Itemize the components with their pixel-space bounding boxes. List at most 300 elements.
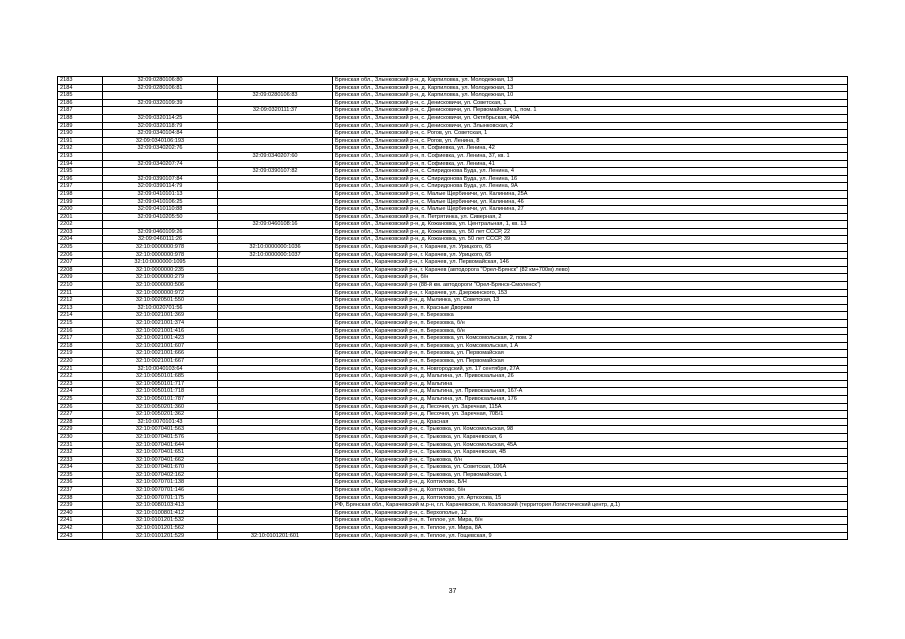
cadastral-number-cell: 32:09:0390114:79 [103,183,218,191]
row-number-cell: 2196 [58,175,103,183]
row-number-cell: 2224 [58,388,103,396]
row-number-cell: 2238 [58,494,103,502]
cadastral-number-cell: 32:10:0050101:718 [103,388,218,396]
address-cell: Брянская обл., Карачевский р-н, г. Карачев, ул. Урицкого, 65 [333,244,848,252]
address-cell: Брянская обл., Злынковский р-н, с. Спиридонова Буда, ул. Ленина, 4 [333,168,848,176]
row-number-cell: 2183 [58,77,103,85]
row-number-cell: 2205 [58,244,103,252]
row-number-cell: 2228 [58,418,103,426]
address-cell: Брянская обл., Карачевский р-н, п. Теплое, ул. Гощевская, 9 [333,532,848,540]
table-row [58,494,848,502]
row-number-cell: 2206 [58,251,103,259]
table-row [58,213,848,221]
table-body [58,77,848,540]
address-cell: Брянская обл., Злынковский р-н, с. Спиридонова Буда, ул. Ленина, 16 [333,175,848,183]
row-number-cell: 2236 [58,479,103,487]
address-cell: Брянская обл., Карачевский р-н, д. Коптилово, б/н [333,487,848,495]
table-row [58,92,848,100]
table-row [58,122,848,130]
row-number-cell: 2230 [58,433,103,441]
related-cadastral-number-cell [218,266,333,274]
related-cadastral-number-cell: 32:09:0280106:83 [218,92,333,100]
address-cell: Брянская обл., Карачевский р-н, с. Трыковка, ул. Советская, 106А [333,464,848,472]
cadastral-number-cell: 32:10:0020501:550 [103,297,218,305]
related-cadastral-number-cell: 32:09:0460108:16 [218,221,333,229]
address-cell: Брянская обл., Карачевский р-н, д. Коптилово, ул. Артюхова, 15 [333,494,848,502]
related-cadastral-number-cell [218,335,333,343]
table-row [58,221,848,229]
row-number-cell: 2232 [58,449,103,457]
related-cadastral-number-cell [218,312,333,320]
table-row [58,487,848,495]
cadastral-number-cell: 32:10:0050101:685 [103,373,218,381]
row-number-cell: 2187 [58,107,103,115]
row-number-cell: 2203 [58,228,103,236]
address-cell: Брянская обл., Карачевский р-н, с. Трыковка, ул. Комсомольская, 45А [333,441,848,449]
cadastral-number-cell: 32:09:0280106:80 [103,77,218,85]
related-cadastral-number-cell [218,403,333,411]
address-cell: Брянская обл., Злынковский р-н, с. Малые Щербиничи, ул. Калинина, 25А [333,190,848,198]
address-cell: Брянская обл., Злынковский р-н, д. Кожановка, ул. 50 лет СССР, 22 [333,228,848,236]
table-row [58,168,848,176]
cadastral-number-cell: 32:10:0021001:369 [103,312,218,320]
table-row [58,137,848,145]
row-number-cell: 2207 [58,259,103,267]
address-cell: Брянская обл., Карачевский р-н, г. Карачев, ул. Дзержинского, 153 [333,289,848,297]
related-cadastral-number-cell [218,509,333,517]
row-number-cell: 2223 [58,380,103,388]
cadastral-number-cell [103,168,218,176]
cadastral-number-cell [103,92,218,100]
cadastral-number-cell: 32:10:0000000:1095 [103,259,218,267]
row-number-cell: 2233 [58,456,103,464]
related-cadastral-number-cell [218,236,333,244]
cadastral-number-cell: 32:10:0070401:662 [103,456,218,464]
table-row [58,206,848,214]
row-number-cell: 2215 [58,320,103,328]
row-number-cell: 2186 [58,99,103,107]
related-cadastral-number-cell [218,274,333,282]
table-row [58,532,848,540]
cadastral-number-cell: 32:10:0070401:576 [103,433,218,441]
row-number-cell: 2214 [58,312,103,320]
address-cell: Брянская обл., Злынковский р-н, п. Софиевка, ул. Ленина, 41 [333,160,848,168]
address-cell: Брянская обл., Карачевский р-н, д. Мылинка, ул. Советская, 13 [333,297,848,305]
address-cell: Брянская обл., Карачевский р-н, п. Березовка, ул. Первомайская [333,350,848,358]
cadastral-number-cell: 32:09:0410106:25 [103,198,218,206]
row-number-cell: 2218 [58,342,103,350]
table-row [58,479,848,487]
related-cadastral-number-cell [218,114,333,122]
row-number-cell: 2216 [58,327,103,335]
address-cell: Брянская обл., Злынковский р-н, с. Спиридонова Буда, ул. Ленина, 9А [333,183,848,191]
table-row [58,342,848,350]
cadastral-number-cell: 32:10:0101201:562 [103,525,218,533]
cadastral-number-cell: 32:10:0070701:138 [103,479,218,487]
address-cell: Брянская обл., Карачевский р-н, д. Красная [333,418,848,426]
row-number-cell: 2226 [58,403,103,411]
table-row [58,130,848,138]
related-cadastral-number-cell [218,350,333,358]
property-register-table [57,76,848,540]
address-cell: Брянская обл., Злынковский р-н, с. Малые Щербиничи, ул. Калинина, 46 [333,198,848,206]
table-row [58,297,848,305]
cadastral-number-cell: 32:10:0021001:607 [103,342,218,350]
cadastral-number-cell: 32:09:0410110:88 [103,206,218,214]
table-row [58,244,848,252]
related-cadastral-number-cell [218,206,333,214]
cadastral-number-cell: 32:10:0070401:563 [103,426,218,434]
row-number-cell: 2189 [58,122,103,130]
table-row [58,365,848,373]
row-number-cell: 2237 [58,487,103,495]
related-cadastral-number-cell [218,175,333,183]
related-cadastral-number-cell: 32:10:0000000:1036 [218,244,333,252]
table-row [58,525,848,533]
table-row [58,183,848,191]
address-cell: Брянская обл., Злынковский р-н, с. Рогов, ул. Советская, 1 [333,130,848,138]
address-cell: Брянская обл., Злынковский р-н, п. Софиевка, ул. Ленина, 37, кв. 1 [333,152,848,160]
table-row [58,464,848,472]
address-cell: Брянская обл., Карачевский р-н, с. Трыковка, ул. Карачевская, 6 [333,433,848,441]
table-row [58,289,848,297]
related-cadastral-number-cell [218,357,333,365]
cadastral-number-cell: 32:09:0410205:50 [103,213,218,221]
address-cell: Брянская обл., Карачевский р-н, д. Мальтина, ул. Привокзальная, 26 [333,373,848,381]
table-row [58,517,848,525]
table-row [58,145,848,153]
row-number-cell: 2242 [58,525,103,533]
cadastral-number-cell: 32:10:0100801:412 [103,509,218,517]
row-number-cell: 2192 [58,145,103,153]
table-row [58,433,848,441]
address-cell: Брянская обл., Злынковский р-н, д. Кожановка, ул. 50 лет СССР, 39 [333,236,848,244]
address-cell: Брянская обл., Карачевский р-н, б/н [333,274,848,282]
table-row [58,502,848,510]
related-cadastral-number-cell [218,464,333,472]
table-row [58,190,848,198]
row-number-cell: 2219 [58,350,103,358]
row-number-cell: 2211 [58,289,103,297]
table-row [58,357,848,365]
related-cadastral-number-cell [218,525,333,533]
row-number-cell: 2210 [58,282,103,290]
row-number-cell: 2194 [58,160,103,168]
row-number-cell: 2234 [58,464,103,472]
related-cadastral-number-cell [218,84,333,92]
related-cadastral-number-cell [218,395,333,403]
address-cell: Брянская обл., Злынковский р-н, д. Карпиловка, ул. Молодежная, 13 [333,77,848,85]
table-row [58,251,848,259]
table-row [58,259,848,267]
row-number-cell: 2243 [58,532,103,540]
related-cadastral-number-cell [218,77,333,85]
address-cell: Брянская обл., Злынковский р-н, с. Рогов, ул. Ленина, 8 [333,137,848,145]
related-cadastral-number-cell [218,228,333,236]
cadastral-number-cell: 32:10:0080103:413 [103,502,218,510]
cadastral-number-cell: 32:09:0320109:39 [103,99,218,107]
row-number-cell: 2191 [58,137,103,145]
address-cell: Брянская обл., Карачевский р-н, д. Мальтина, ул. Привокзальная, 167-А [333,388,848,396]
related-cadastral-number-cell: 32:10:0000000:1037 [218,251,333,259]
table-row [58,152,848,160]
row-number-cell: 2198 [58,190,103,198]
row-number-cell: 2220 [58,357,103,365]
address-cell: Брянская обл., Карачевский р-н, д. Песочня, ул. Заречная, 70Б/1 [333,411,848,419]
row-number-cell: 2197 [58,183,103,191]
address-cell: Брянская обл., Карачевский р-н, п. Теплое, ул. Мира, б/н [333,517,848,525]
row-number-cell: 2188 [58,114,103,122]
cadastral-number-cell: 32:10:0000000:235 [103,266,218,274]
related-cadastral-number-cell: 32:09:0390107:82 [218,168,333,176]
related-cadastral-number-cell [218,502,333,510]
related-cadastral-number-cell [218,411,333,419]
address-cell: Брянская обл., Карачевский р-н, п. Теплое, ул. Мира, 8А [333,525,848,533]
cadastral-number-cell: 32:10:0101201:532 [103,517,218,525]
address-cell: Брянская обл., Карачевский р-н, с. Трыковка, ул. Комсомольская, 98 [333,426,848,434]
cadastral-number-cell: 32:10:0021001:666 [103,350,218,358]
cadastral-number-cell: 32:09:0340207:74 [103,160,218,168]
address-cell: Брянская обл., Злынковский р-н, п. Петрятинка, ул. Сиверная, 2 [333,213,848,221]
row-number-cell: 2227 [58,411,103,419]
address-cell: Брянская обл., Карачевский р-н, с. Трыковка, ул. Карачевская, 4В [333,449,848,457]
table-row [58,509,848,517]
cadastral-number-cell: 32:10:0040103:64 [103,365,218,373]
row-number-cell: 2240 [58,509,103,517]
table-row [58,418,848,426]
table-row [58,449,848,457]
address-cell: Брянская обл., Злынковский р-н, д. Кожановка, ул. Центральная, 1, кв. 13 [333,221,848,229]
address-cell: Брянская обл., Карачевский р-н, п. Березовка [333,312,848,320]
related-cadastral-number-cell [218,487,333,495]
cadastral-number-cell: 32:09:0390107:84 [103,175,218,183]
row-number-cell: 2213 [58,304,103,312]
related-cadastral-number-cell [218,426,333,434]
table-row [58,114,848,122]
table-row [58,304,848,312]
table-row [58,228,848,236]
row-number-cell: 2222 [58,373,103,381]
cadastral-number-cell: 32:10:0000000:279 [103,274,218,282]
cadastral-number-cell: 32:10:0101201:529 [103,532,218,540]
related-cadastral-number-cell [218,365,333,373]
cadastral-number-cell: 32:10:0000000:506 [103,282,218,290]
table-row [58,471,848,479]
cadastral-number-cell: 32:10:0021001:423 [103,335,218,343]
address-cell: Брянская обл., Карачевский р-н, п. Березовка, ул. Комсомольская, 1 А [333,342,848,350]
related-cadastral-number-cell [218,122,333,130]
related-cadastral-number-cell [218,160,333,168]
table-row [58,380,848,388]
cadastral-number-cell: 32:10:0070402:162 [103,471,218,479]
cadastral-number-cell: 32:10:0021001:416 [103,327,218,335]
table-row [58,198,848,206]
related-cadastral-number-cell [218,183,333,191]
cadastral-number-cell: 32:10:0000000:978 [103,244,218,252]
related-cadastral-number-cell [218,494,333,502]
row-number-cell: 2199 [58,198,103,206]
address-cell: Брянская обл., Карачевский р-н, г. Карачев (автодорога "Орел-Брянск" (82 км+700м) лево) [333,266,848,274]
address-cell: Брянская обл., Карачевский р-н, п. Березовка, б/н [333,320,848,328]
related-cadastral-number-cell [218,99,333,107]
cadastral-number-cell: 32:09:0410101:13 [103,190,218,198]
table-row [58,320,848,328]
address-cell: Брянская обл., Злынковский р-н, д. Карпиловка, ул. Молодежная, 10 [333,92,848,100]
cadastral-number-cell: 32:10:0050101:717 [103,380,218,388]
table-row [58,350,848,358]
address-cell: Брянская обл., Карачевский р-н, с. Трыковка, ул. Первомайская, 1 [333,471,848,479]
related-cadastral-number-cell [218,449,333,457]
cadastral-number-cell: 32:10:0000000:972 [103,289,218,297]
related-cadastral-number-cell [218,198,333,206]
address-cell: Брянская обл., Злынковский р-н, с. Денисковичи, ул. Октябрьская, 40А [333,114,848,122]
table-row [58,403,848,411]
address-cell: РФ, Брянская обл., Карачевский м.р-н, г.п. Карачевское, п. Козловский (территория Логистический центр, д.1) [333,502,848,510]
address-cell: Брянская обл., Карачевский р-н, п. Березовка, ул. Комсомольская, 2, пом. 2 [333,335,848,343]
related-cadastral-number-cell [218,388,333,396]
related-cadastral-number-cell [218,441,333,449]
cadastral-number-cell: 32:10:0070701:175 [103,494,218,502]
cadastral-number-cell: 32:10:0050201:360 [103,403,218,411]
address-cell: Брянская обл., Карачевский р-н, п. Новгородский, ул. 17 сентября, 27А [333,365,848,373]
cadastral-number-cell: 32:10:0050201:362 [103,411,218,419]
table-row [58,282,848,290]
row-number-cell: 2225 [58,395,103,403]
address-cell: Брянская обл., Карачевский р-н, п. Красные Дворики [333,304,848,312]
cadastral-number-cell: 32:10:0021001:374 [103,320,218,328]
table-row [58,388,848,396]
table-row [58,160,848,168]
address-cell: Брянская обл., Карачевский р-н (88-й км. автодороги "Орел-Брянск-Смоленск") [333,282,848,290]
cadastral-number-cell: 32:09:0340104:84 [103,130,218,138]
row-number-cell: 2184 [58,84,103,92]
related-cadastral-number-cell [218,137,333,145]
table-row [58,411,848,419]
row-number-cell: 2212 [58,297,103,305]
row-number-cell: 2239 [58,502,103,510]
cadastral-number-cell: 32:09:0340202:76 [103,145,218,153]
row-number-cell: 2221 [58,365,103,373]
related-cadastral-number-cell: 32:09:0320111:37 [218,107,333,115]
related-cadastral-number-cell [218,320,333,328]
related-cadastral-number-cell [218,213,333,221]
cadastral-number-cell: 32:10:0070401:644 [103,441,218,449]
related-cadastral-number-cell: 32:09:0340207:60 [218,152,333,160]
cadastral-number-cell: 32:10:0070101:43 [103,418,218,426]
related-cadastral-number-cell [218,517,333,525]
page-number: 37 [448,588,457,595]
related-cadastral-number-cell [218,471,333,479]
cadastral-number-cell [103,152,218,160]
address-cell: Брянская обл., Карачевский р-н, д. Мальтина, ул. Привокзальная, 176 [333,395,848,403]
table-row [58,274,848,282]
related-cadastral-number-cell [218,145,333,153]
related-cadastral-number-cell [218,289,333,297]
cadastral-number-cell: 32:09:0460109:26 [103,228,218,236]
address-cell: Брянская обл., Злынковский р-н, с. Денисковичи, ул. Злынковская, 2 [333,122,848,130]
table-row [58,426,848,434]
address-cell: Брянская обл., Карачевский р-н, г. Карачев, ул. Урицкого, 65 [333,251,848,259]
related-cadastral-number-cell [218,327,333,335]
related-cadastral-number-cell [218,380,333,388]
cadastral-number-cell: 32:10:0070401:651 [103,449,218,457]
row-number-cell: 2202 [58,221,103,229]
table-row [58,456,848,464]
cadastral-number-cell: 32:10:0000000:978 [103,251,218,259]
address-cell: Брянская обл., Карачевский р-н, п. Березовка, ул. Первомайская [333,357,848,365]
row-number-cell: 2190 [58,130,103,138]
related-cadastral-number-cell [218,304,333,312]
table-row [58,99,848,107]
related-cadastral-number-cell: 32:10:0101201:601 [218,532,333,540]
row-number-cell: 2209 [58,274,103,282]
related-cadastral-number-cell [218,479,333,487]
address-cell: Брянская обл., Злынковский р-н, с. Денисковичи, ул. Первомайская, 1, пом. 1 [333,107,848,115]
related-cadastral-number-cell [218,259,333,267]
related-cadastral-number-cell [218,297,333,305]
row-number-cell: 2201 [58,213,103,221]
row-number-cell: 2229 [58,426,103,434]
table-row [58,373,848,381]
row-number-cell: 2217 [58,335,103,343]
address-cell: Брянская обл., Злынковский р-н, п. Софиевка, ул. Ленина, 42 [333,145,848,153]
table-row [58,395,848,403]
row-number-cell: 2195 [58,168,103,176]
address-cell: Брянская обл., Злынковский р-н, с. Денисковичи, ул. Советская, 1 [333,99,848,107]
row-number-cell: 2185 [58,92,103,100]
address-cell: Брянская обл., Карачевский р-н, г. Карачев, ул. Первомайская, 146 [333,259,848,267]
address-cell: Брянская обл., Карачевский р-н, д. Песочня, ул. Заречная, 115А [333,403,848,411]
related-cadastral-number-cell [218,433,333,441]
table-row [58,236,848,244]
related-cadastral-number-cell [218,456,333,464]
row-number-cell: 2204 [58,236,103,244]
row-number-cell: 2200 [58,206,103,214]
related-cadastral-number-cell [218,282,333,290]
address-cell: Брянская обл., Злынковский р-н, с. Малые Щербиничи, ул. Калинина, 27 [333,206,848,214]
row-number-cell: 2208 [58,266,103,274]
table-row [58,266,848,274]
cadastral-number-cell: 32:09:0320118:79 [103,122,218,130]
table-row [58,107,848,115]
cadastral-number-cell: 32:09:0340106:193 [103,137,218,145]
address-cell: Брянская обл., Карачевский р-н, с. Верхополье, 12 [333,509,848,517]
cadastral-number-cell [103,221,218,229]
table-row [58,84,848,92]
cadastral-number-cell: 32:10:0021001:667 [103,357,218,365]
cadastral-number-cell: 32:10:0070401:670 [103,464,218,472]
row-number-cell: 2241 [58,517,103,525]
related-cadastral-number-cell [218,418,333,426]
table-row [58,77,848,85]
address-cell: Брянская обл., Карачевский р-н, п. Березовка, б/н [333,327,848,335]
cadastral-number-cell: 32:09:0320114:25 [103,114,218,122]
address-cell: Брянская обл., Злынковский р-н, д. Карпиловка, ул. Молодежная, 13 [333,84,848,92]
row-number-cell: 2193 [58,152,103,160]
row-number-cell: 2235 [58,471,103,479]
cadastral-number-cell: 32:09:0280106:81 [103,84,218,92]
table-row [58,335,848,343]
related-cadastral-number-cell [218,130,333,138]
address-cell: Брянская обл., Карачевский р-н, д. Коптилово, Б/Н [333,479,848,487]
cadastral-number-cell [103,107,218,115]
table-row [58,175,848,183]
table-row [58,327,848,335]
cadastral-number-cell: 32:10:0070701:146 [103,487,218,495]
related-cadastral-number-cell [218,342,333,350]
row-number-cell: 2231 [58,441,103,449]
cadastral-number-cell: 32:09:0460111:26 [103,236,218,244]
